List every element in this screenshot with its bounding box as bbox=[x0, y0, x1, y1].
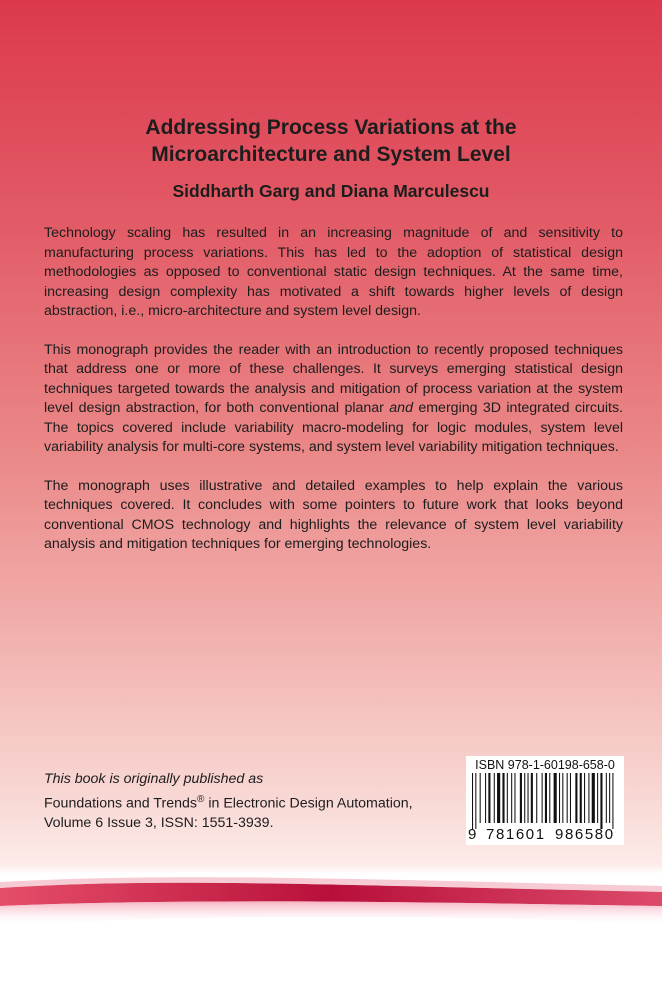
barcode-bar bbox=[511, 773, 512, 823]
barcode-bar bbox=[507, 773, 508, 823]
barcode-bar bbox=[597, 773, 598, 823]
book-title bbox=[40, 114, 622, 168]
blurb bbox=[44, 224, 623, 574]
barcode-bar bbox=[472, 773, 473, 829]
barcode-bar bbox=[612, 773, 613, 829]
blurb-paragraph-1: Technology scaling has resulted in an increasing magnitude of and sensitivity to manufacturing process variations. This has led to the adoption of statistical design methodologies as opposed to conventional static design techniques. At the same time, increasing design complexity has motivated a shift towards higher levels of design abstraction, i.e., micro-architecture and system level design. bbox=[44, 225, 623, 319]
p2-text-after: emerging 3D integrated circuits. The topics covered include variability macro-modeling for logic modules, system level variability analysis for multi-core systems, and system level variability mitigation techniques. bbox=[44, 400, 623, 455]
barcode-bar bbox=[588, 773, 589, 823]
isbn-label: ISBN 978-1-60198-658-0 bbox=[475, 758, 615, 772]
isbn-barcode bbox=[466, 756, 624, 845]
barcode-bar bbox=[480, 773, 481, 823]
barcode-bar bbox=[524, 773, 525, 823]
barcode-bars bbox=[470, 773, 620, 829]
decorative-wave-stripe bbox=[0, 862, 662, 932]
barcode-bar bbox=[570, 773, 571, 823]
barcode-bar bbox=[514, 773, 515, 823]
title-line-1: Addressing Process Variations at the bbox=[145, 116, 517, 139]
barcode-bar bbox=[584, 773, 585, 823]
barcode-bar bbox=[567, 773, 568, 823]
isbn-digit-group-2: 986580 bbox=[555, 826, 615, 843]
barcode-bar bbox=[520, 773, 522, 823]
barcode-bar bbox=[609, 773, 610, 823]
barcode-bar bbox=[592, 773, 595, 823]
barcode-bar bbox=[536, 773, 537, 823]
barcode-bar bbox=[528, 773, 529, 823]
barcode-bar bbox=[531, 773, 533, 823]
blurb-paragraph-3: The monograph uses illustrative and detailed examples to help explain the various techniques covered. It concludes with some pointers to future work that looks beyond conventional CMOS technology and highlights the relevance of system level variability analysis and mitigation techniques for emerging technologies. bbox=[44, 477, 623, 552]
publication-note: This book is originally published as bbox=[44, 771, 264, 787]
series-rest: in Electronic Design Automation, bbox=[204, 795, 413, 812]
barcode-bar bbox=[575, 773, 577, 823]
barcode-bar bbox=[559, 773, 560, 823]
barcode-bar bbox=[542, 773, 543, 823]
barcode-bar bbox=[494, 773, 495, 823]
isbn-digit-first: 9 bbox=[468, 826, 478, 843]
barcode-bar bbox=[475, 773, 476, 829]
barcode-bar bbox=[485, 773, 486, 823]
p2-text-before: This monograph provides the reader with an introduction to recently proposed techniques that address one or more of these challenges. It surveys emerging statistical design techniques targeted towards the analysis and mitigation of process variation at the system level design abstraction, for both conventional planar bbox=[44, 341, 623, 416]
barcode-bar bbox=[497, 773, 500, 823]
publication-series bbox=[44, 790, 444, 814]
barcode-bar bbox=[600, 773, 602, 829]
registered-mark: ® bbox=[197, 793, 205, 805]
publication-volume: Volume 6 Issue 3, ISSN: 1551-3939. bbox=[44, 814, 274, 831]
barcode-bar bbox=[554, 773, 557, 823]
barcode-bar bbox=[580, 773, 582, 823]
barcode-bar bbox=[606, 773, 607, 823]
p2-italic: and bbox=[389, 400, 413, 416]
barcode-bar bbox=[549, 773, 550, 823]
barcode-bar bbox=[562, 773, 563, 823]
barcode-bar bbox=[488, 773, 490, 823]
title-line-2: Microarchitecture and System Level bbox=[151, 143, 511, 166]
barcode-bar bbox=[545, 773, 547, 823]
series-name: Foundations and Trends bbox=[44, 795, 198, 812]
barcode-bar bbox=[502, 773, 504, 823]
publication-info bbox=[44, 770, 444, 833]
blurb-paragraph-2 bbox=[44, 341, 623, 458]
authors: Siddharth Garg and Diana Marculescu bbox=[172, 181, 490, 201]
isbn-digit-group-1: 781601 bbox=[486, 826, 546, 843]
